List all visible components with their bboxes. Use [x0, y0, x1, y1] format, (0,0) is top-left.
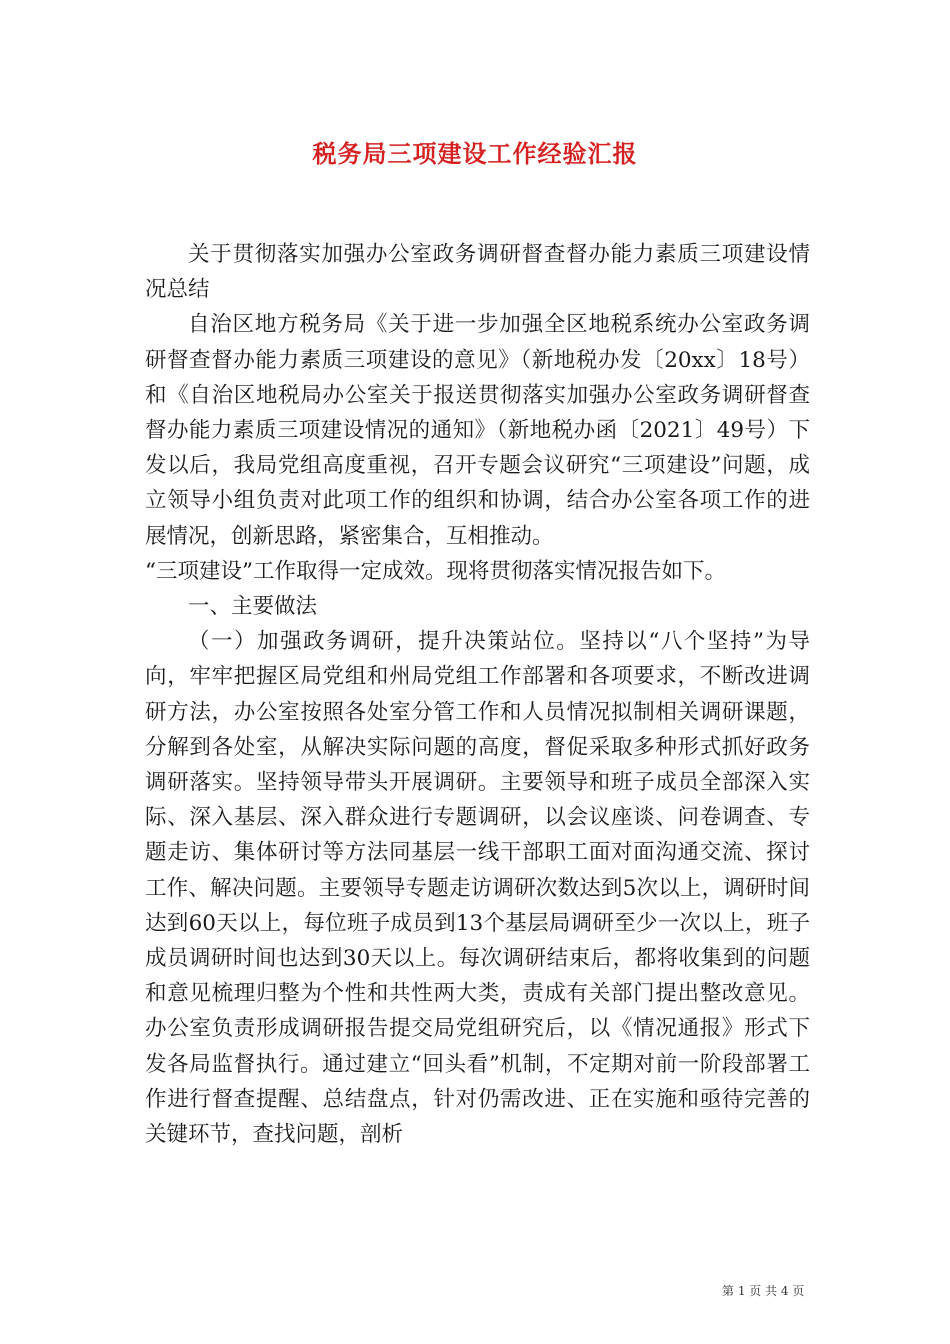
- paragraph-research: （一）加强政务调研，提升决策站位。坚持以“八个坚持”为导向，牢牢把握区局党组和州局党组工作部署和各项要求，不断改进调研方法，办公室按照各处室分管工作和人员情况拟制相关调研课题，分解到各处室，从解决实际问题的高度，督促采取多种形式抓好政务调研落实。坚持领导带头开展调研。主要领导和班子成员全部深入实际、深入基层、深入群众进行专题调研，以会议座谈、问卷调查、专题走访、集体研讨等方法同基层一线干部职工面对面沟通交流、探讨工作、解决问题。主要领导专题走访调研次数达到5次以上，调研时间达到60天以上，每位班子成员到13个基层局调研至少一次以上，班子成员调研时间也达到30天以上。每次调研结束后，都将收集到的问题和意见梳理归整为个性和共性两大类，责成有关部门提出整改意见。办公室负责形成调研报告提交局党组研究后，以《情况通报》形式下发各局监督执行。通过建立“回头看”机制，不定期对前一阶段部署工作进行督查提醒、总结盘点，针对仍需改进、正在实施和亟待完善的关键环节，查找问题，剖析: [145, 629, 810, 1148]
- paragraph-result: “三项建设”工作取得一定成效。现将贯彻落实情况报告如下。: [145, 558, 726, 584]
- document-title: 税务局三项建设工作经验汇报: [312, 139, 638, 168]
- document-body: [145, 237, 810, 1152]
- paragraph-subtitle: 关于贯彻落实加强办公室政务调研督查督办能力素质三项建设情况总结: [145, 242, 810, 303]
- page-number: 第 1 页 共 4 页: [722, 1284, 805, 1298]
- section-heading: 一、主要做法: [188, 594, 318, 620]
- paragraph-intro: 自治区地方税务局《关于进一步加强全区地税系统办公室政务调研督查督办能力素质三项建设的意见》（新地税办发〔20xx〕18号）和《自治区地税局办公室关于报送贯彻落实加强办公室政务调研督查督办能力素质三项建设情况的通知》（新地税办函〔2021〕49号）下发以后，我局党组高度重视，召开专题会议研究“三项建设”问题，成立领导小组负责对此项工作的组织和协调，结合办公室各项工作的进展情况，创新思路，紧密集合，互相推动。: [145, 312, 810, 549]
